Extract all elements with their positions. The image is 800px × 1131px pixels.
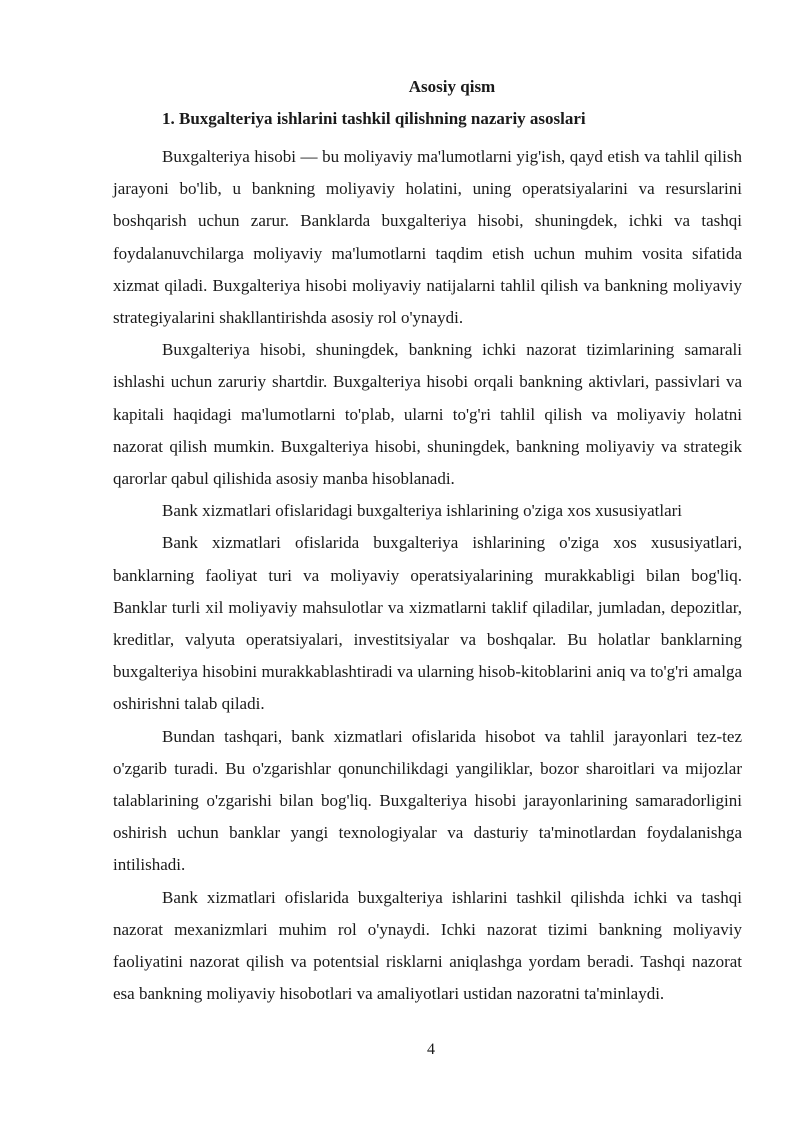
paragraph: Buxgalteriya hisobi, shuningdek, bankning ichki nazorat tizimlarining samarali ishlashi uchun zaruriy shartdir. Buxgalteriya hisobi orqali bankning aktivlari, passivlari va kapitali haqidagi ma'lumotlarni to'plab, ularni to'g'ri tahlil qilish va moliyaviy holatni nazorat qilish mumkin. Buxgalteriya hisobi, shuningdek, bankning moliyaviy va strategik qarorlar qabul qilishida asosiy manba hisoblanadi. [113, 340, 742, 489]
page-number-text: 4 [427, 1041, 435, 1058]
paragraph: Bank xizmatlari ofislaridagi buxgalteriya ishlarining o'ziga xos xususiyatlari [162, 501, 683, 521]
paragraph: Bundan tashqari, bank xizmatlari ofislarida hisobot va tahlil jarayonlari tez-tez o'zgarib turadi. Bu o'zgarishlar qonunchilikdagi yangiliklar, bozor sharoitlari va mijozlar talablarining o'zgarishi bilan bog'liq. Buxgalteriya hisobi jarayonlarining samaradorligini oshirish uchun banklar yangi texnologiyalar va dasturiy ta'minotlardan foydalanishga intilishadi. [113, 726, 742, 875]
body-text [113, 141, 742, 1010]
paragraph: Bank xizmatlari ofislarida buxgalteriya ishlarini tashkil qilishda ichki va tashqi nazorat mexanizmlari muhim rol o'ynaydi. Ichki nazorat tizimi bankning moliyaviy faoliyatini nazorat qilish va potentsial risklarni aniqlashga yordam beradi. Tashqi nazorat esa bankning moliyaviy hisobotlari va amaliyotlari ustidan nazoratni ta'minlaydi. [113, 887, 742, 1004]
subsection-heading: 1. Buxgalteriya ishlarini tashkil qilishning nazariy asoslari [162, 109, 586, 128]
paragraph: Bank xizmatlari ofislarida buxgalteriya ishlarining o'ziga xos xususiyatlari, banklarning faoliyat turi va moliyaviy operatsiyalarining murakkabligi bilan bog'liq. Banklar turli xil moliyaviy mahsulotlar va xizmatlarni taklif qiladilar, jumladan, depozitlar, kreditlar, valyuta operatsiyalari, investitsiyalar va boshqalar. Bu holatlar banklarning buxgalteriya hisobini murakkablashtiradi va ularning hisob-kitoblarini aniq va to'g'ri amalga oshirishni talab qiladi. [113, 533, 742, 714]
section-heading-text: Asosiy qism [408, 77, 496, 96]
paragraph: Buxgalteriya hisobi — bu moliyaviy ma'lumotlarni yig'ish, qayd etish va tahlil qilish jarayoni bo'lib, u bankning moliyaviy holatini, uning operatsiyalarini va resurslarini boshqarish uchun zarur. Banklarda buxgalteriya hisobi, shuningdek, ichki va tashqi foydalanuvchilarga moliyaviy ma'lumotlarni taqdim etish uchun muhim vosita sifatida xizmat qiladi. Buxgalteriya hisobi moliyaviy natijalarni tahlil qilish va bankning moliyaviy strategiyalarini shakllantirishda asosiy rol o'ynaydi. [113, 147, 742, 328]
section-heading [0, 77, 800, 97]
page-number [0, 1041, 800, 1059]
